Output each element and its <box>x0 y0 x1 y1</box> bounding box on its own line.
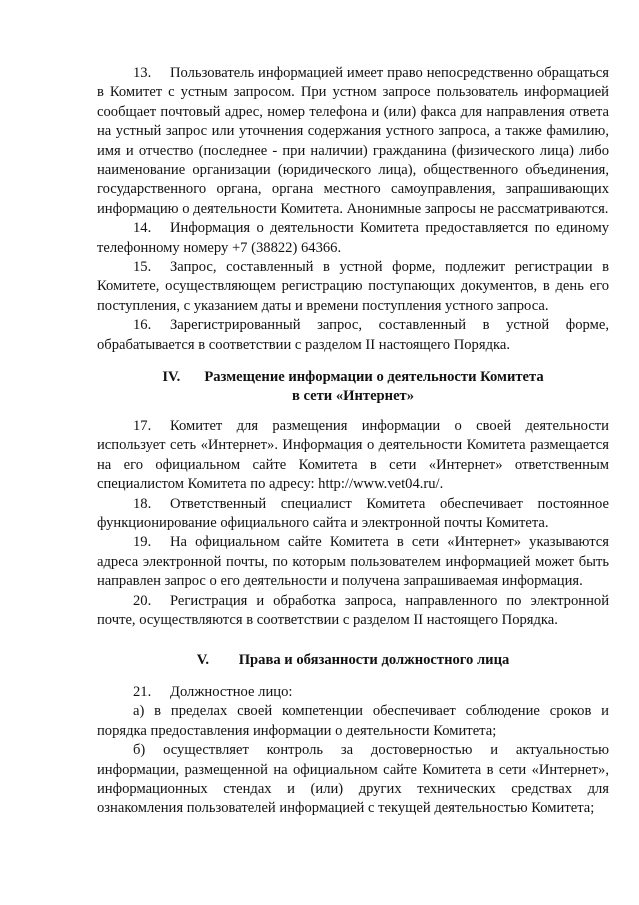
section-5-body <box>97 683 609 819</box>
paragraph-text: Запрос, составленный в устной форме, подлежит регистрации в Комитете, осуществляющем регистрацию поступающих документов, в день его поступления, с указанием даты и времени поступления устного запроса. <box>97 259 609 314</box>
paragraph-number: 17. <box>133 418 152 434</box>
section-title-line-1: Размещение информации о деятельности Комитета <box>204 369 544 385</box>
section-number: V. <box>196 652 210 668</box>
paragraph-number: 21. <box>133 684 152 700</box>
subparagraph-b: б) осуществляет контроль за достоверностью и актуальностью информации, размещенной на официальном сайте Комитета в сети «Интернет», информационных стендах и (или) других технических средствах для ознакомления пользователей информацией с текущей деятельностью Комитета; <box>97 742 609 817</box>
paragraph-number: 19. <box>133 534 152 551</box>
paragraph-number: 14. <box>133 220 152 237</box>
paragraph-13 <box>97 64 609 219</box>
paragraph-number: 18. <box>133 495 152 512</box>
subparagraph-a: а) в пределах своей компетенции обеспечивает соблюдение сроков и порядка предоставления информации о деятельности Комитета; <box>97 703 609 739</box>
paragraph-number: 16. <box>133 317 152 334</box>
paragraph-18 <box>97 495 609 534</box>
section-4-heading <box>97 368 609 407</box>
paragraph-17 <box>97 417 609 495</box>
paragraph-number: 13. <box>133 65 152 81</box>
paragraph-text: Зарегистрированный запрос, составленный в устной форме, обрабатывается в соответствии с разделом II настоящего Порядка. <box>97 317 609 353</box>
paragraph-16 <box>97 316 609 355</box>
section-number: IV. <box>162 369 181 385</box>
paragraph-21 <box>97 683 609 702</box>
paragraph-text: Пользователь информацией имеет право непосредственно обращаться в Комитет с устным запросом. При устном запросе пользователь информацией сообщает почтовый адрес, номер телефона и (или) факса для направления ответа на устный запрос или уточнения содержания устного запроса, а также фамилию, имя и отчество (последнее - при наличии) гражданина (физического лица) либо наименование организации (юридического лица), общественного объединения, государственного органа, органа местного самоуправления, запрашивающих информацию о деятельности Комитета. Анонимные запросы не рассматриваются. <box>97 65 609 217</box>
paragraph-19 <box>97 533 609 591</box>
paragraph-text: Должностное лицо: <box>170 684 293 700</box>
paragraph-number: 20. <box>133 592 152 609</box>
paragraph-20 <box>97 592 609 631</box>
paragraph-14 <box>97 219 609 258</box>
paragraph-text: Регистрация и обработка запроса, направленного по электронной почте, осуществляются в соответствии с разделом II настоящего Порядка. <box>97 592 609 629</box>
paragraph-15 <box>97 258 609 316</box>
section-title: Права и обязанности должностного лица <box>238 652 510 668</box>
section-3-continuation <box>97 64 609 355</box>
paragraph-text: Комитет для размещения информации о своей деятельности использует сеть «Интернет». Информация о деятельности Комитета размещается на его официальном сайте Комитета в сети «Интернет» ответственным специалистом Комитета по адресу: http://www.vet04.ru/. <box>97 418 609 493</box>
section-5-heading <box>97 651 609 670</box>
paragraph-text: Информация о деятельности Комитета предоставляется по единому телефонному номеру +7 (38822) 64366. <box>97 220 609 256</box>
paragraph-text: На официальном сайте Комитета в сети «Интернет» указываются адреса электронной почты, по которым пользователем информацией может быть направлен запрос о его деятельности и получена запрашиваемая информация. <box>97 534 609 590</box>
paragraph-number: 15. <box>133 259 152 276</box>
section-4-body <box>97 417 609 630</box>
section-title-line-2: в сети «Интернет» <box>291 388 415 405</box>
paragraph-text: Ответственный специалист Комитета обеспечивает постоянное функционирование официального сайта и электронной почты Комитета. <box>97 495 609 532</box>
